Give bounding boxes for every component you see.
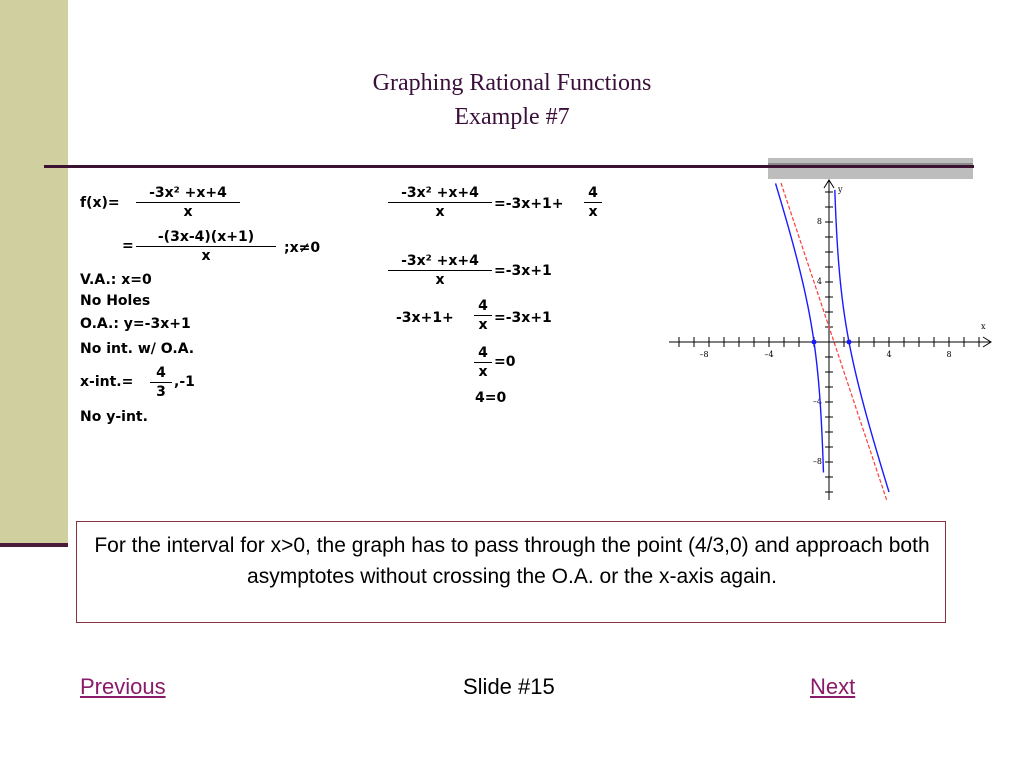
equals-sign: = xyxy=(122,238,134,254)
y-axis-label: y xyxy=(838,185,843,194)
step3-lhs: -3x+1+ xyxy=(396,310,454,326)
x-intercept-denominator: 3 xyxy=(150,382,172,401)
oa-intersection-note: No int. w/ O.A. xyxy=(80,341,195,357)
side-divider xyxy=(0,543,68,547)
decorative-gray-bar xyxy=(768,158,973,179)
step4-numerator: 4 xyxy=(478,345,488,361)
slide-subtitle: Example #7 xyxy=(454,104,570,130)
x-axis xyxy=(669,337,991,347)
step2-denominator: x xyxy=(388,270,492,289)
x-tick-label-neg4: –4 xyxy=(764,350,774,359)
step2-numerator: -3x² +x+4 xyxy=(401,253,479,269)
x-intercept-rest: ,-1 xyxy=(174,374,195,390)
function-right-branch xyxy=(835,190,892,492)
step3-denominator: x xyxy=(474,315,492,334)
factored-denominator: x xyxy=(136,246,276,265)
y-intercept-note: No y-int. xyxy=(80,409,148,425)
function-denominator: x xyxy=(136,202,240,221)
oblique-asymptote: O.A.: y=-3x+1 xyxy=(80,316,191,332)
next-link[interactable]: Next xyxy=(810,674,856,699)
x-intercept-label: x-int.= xyxy=(80,374,134,390)
y-tick-label-8: 8 xyxy=(816,217,822,226)
x-axis-label: x xyxy=(981,322,986,331)
holes-note: No Holes xyxy=(80,293,151,309)
x-intercept-point-neg1 xyxy=(812,340,817,345)
step3-numerator: 4 xyxy=(478,298,488,314)
x-intercept-point-4-3 xyxy=(847,340,852,345)
step1-rhs: =-3x+1+ xyxy=(494,196,564,212)
y-tick-label-4: 4 xyxy=(816,277,822,286)
x-intercept-fraction xyxy=(150,364,172,401)
function-left-branch xyxy=(776,183,824,472)
step1-rhs-fraction xyxy=(584,184,602,221)
step4-fraction xyxy=(474,344,492,381)
slide-number: Slide #15 xyxy=(463,674,555,699)
function-graph xyxy=(665,178,995,502)
function-label: f(x)= xyxy=(80,195,120,211)
factored-fraction xyxy=(136,228,276,265)
step4-denominator: x xyxy=(474,362,492,381)
step1-denominator: x xyxy=(388,202,492,221)
step1-rhs-denominator: x xyxy=(584,202,602,221)
step2-rhs: =-3x+1 xyxy=(494,263,552,279)
step2-fraction xyxy=(388,252,492,289)
step5-equation: 4=0 xyxy=(475,390,507,406)
y-axis xyxy=(824,180,834,500)
domain-restriction: ;x≠0 xyxy=(284,240,321,256)
step1-numerator: -3x² +x+4 xyxy=(401,185,479,201)
step4-rhs: =0 xyxy=(494,354,516,370)
x-tick-label-8: 8 xyxy=(946,350,952,359)
explanation-text: For the interval for x>0, the graph has to pass through the point (4/3,0) and approach both asymptotes without crossing the O.A. or the x-axis again. xyxy=(94,534,930,588)
vertical-asymptote: V.A.: x=0 xyxy=(80,272,152,288)
title-divider xyxy=(44,165,974,168)
y-tick-label-neg4: –4 xyxy=(812,397,822,406)
step3-rhs: =-3x+1 xyxy=(494,310,552,326)
x-tick-label-neg8: –8 xyxy=(699,350,709,359)
step1-fraction xyxy=(388,184,492,221)
factored-numerator: -(3x-4)(x+1) xyxy=(157,229,255,245)
slide-title: Graphing Rational Functions xyxy=(372,70,652,96)
step1-rhs-numerator: 4 xyxy=(588,185,598,201)
x-intercept-numerator: 4 xyxy=(156,365,166,381)
y-tick-label-neg8: –8 xyxy=(812,457,822,466)
step3-fraction xyxy=(474,297,492,334)
function-numerator: -3x² +x+4 xyxy=(149,185,227,201)
previous-link[interactable]: Previous xyxy=(80,674,166,699)
x-tick-label-4: 4 xyxy=(886,350,892,359)
function-fraction xyxy=(136,184,240,221)
